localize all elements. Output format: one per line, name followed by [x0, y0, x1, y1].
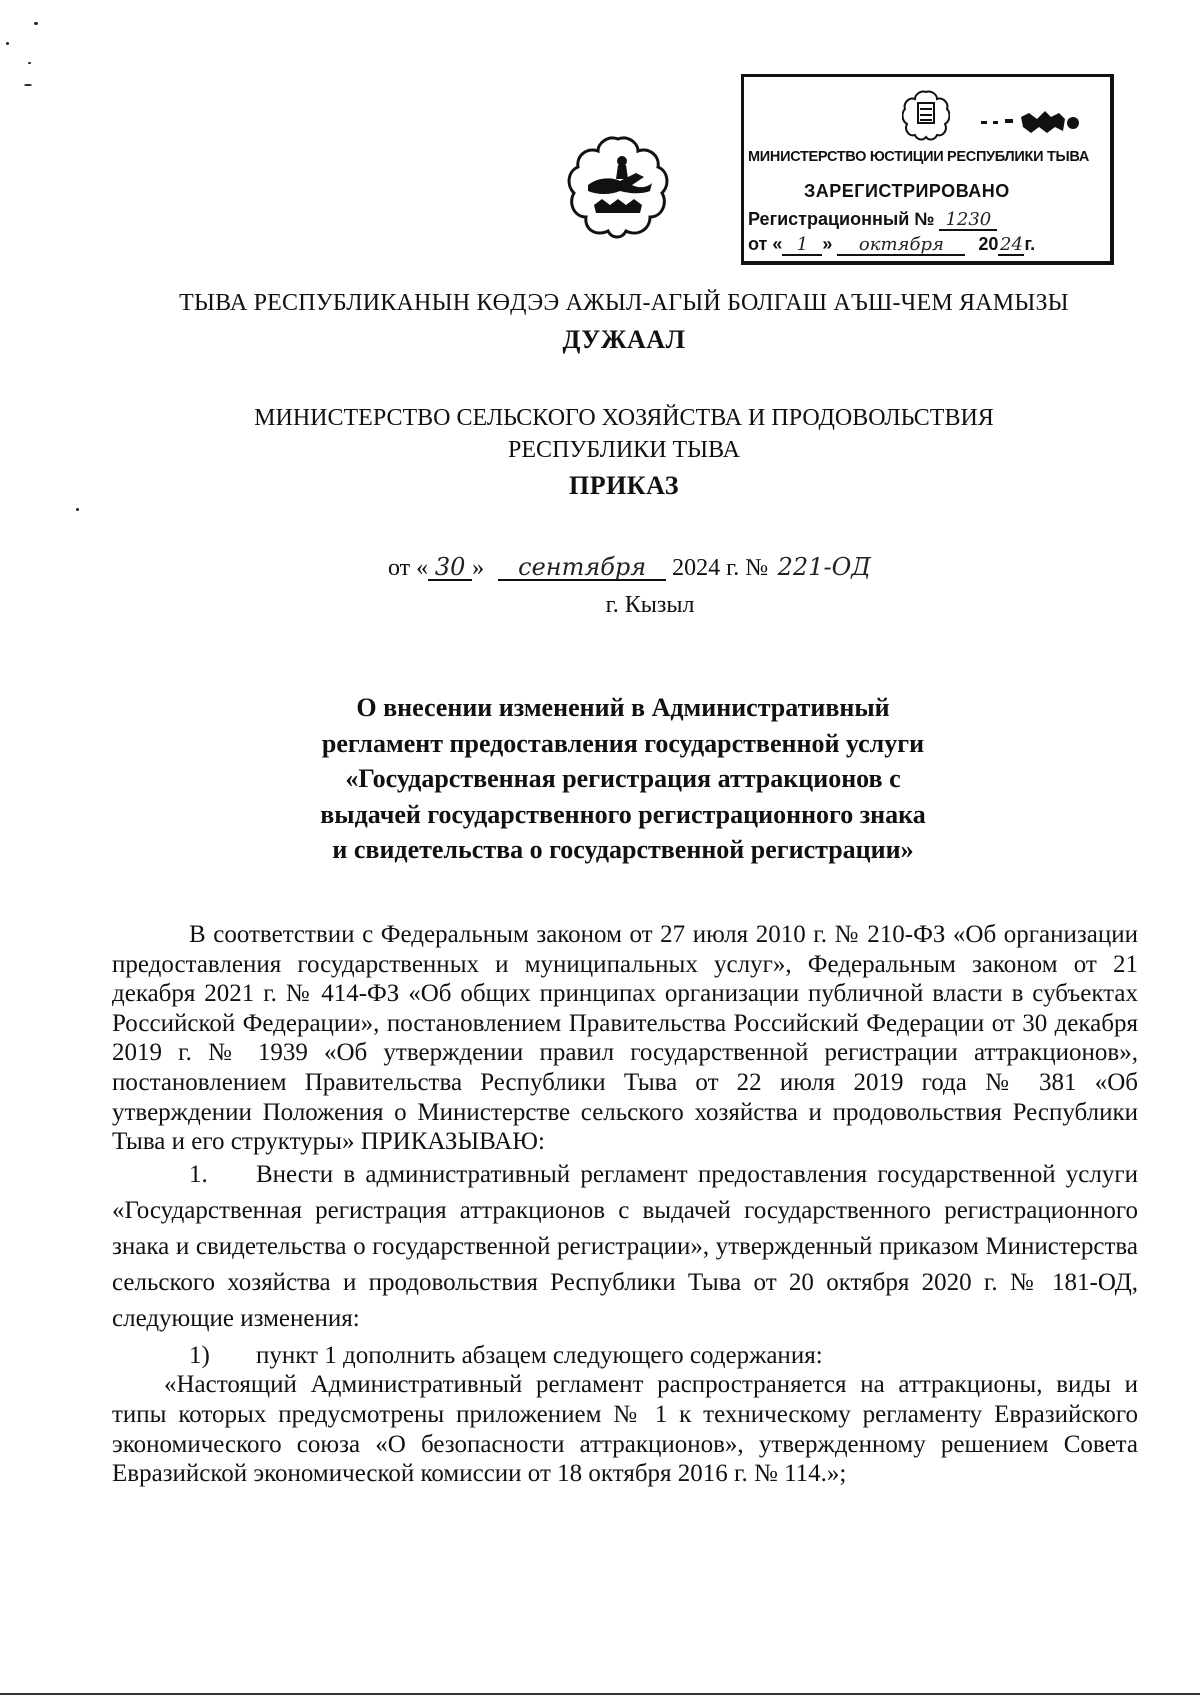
stamp-scribble-icon [979, 105, 1089, 141]
ministry-header [0, 402, 1200, 466]
quote-paragraph: «Настоящий Административный регламент распространяется на аттракционы, виды и типы которых предусмотрены приложением № 1 к техническому регламенту Евразийского экономического союза «О безопасности аттракционов», утвержденному решением Совета Евразийской экономической комиссии от 18 октября 2016 г. № 114.»; [112, 1371, 1138, 1488]
stamp-date-year-prefix: 20 [978, 234, 999, 254]
scan-speck [34, 22, 38, 25]
registration-stamp [741, 74, 1114, 265]
subitem-1-number: 1) [189, 1341, 210, 1369]
stamp-reg-number-value: 1230 [939, 211, 997, 231]
stamp-registered-label: ЗАРЕГИСТРИРОВАНО [804, 181, 1010, 201]
scan-bottom-edge [0, 1693, 1200, 1695]
order-city: г. Кызыл [605, 592, 695, 618]
subitem-1-paragraph [112, 1341, 1138, 1371]
order-title-line: «Государственная регистрация аттракционов с [345, 764, 901, 793]
order-title-line: и свидетельства о государственной регистрации» [332, 835, 914, 864]
stamp-date-prefix: от « [748, 234, 783, 254]
stamp-emblem-icon [902, 89, 950, 141]
stamp-date-day: 1 [782, 236, 822, 256]
order-year-text: 2024 г. № [672, 555, 769, 581]
doc-type: ПРИКАЗ [568, 471, 680, 500]
tuvan-doc-type: ДУЖААЛ [562, 325, 686, 354]
order-title-line: выдачей государственного регистрационного знака [320, 799, 926, 829]
tuva-emblem-icon [566, 133, 670, 241]
order-day: 30 [428, 555, 472, 581]
order-title-line: регламент предоставления государственной услуги [321, 728, 925, 758]
order-city-wrap [0, 592, 1200, 619]
order-title-line: О внесении изменений в Административный [356, 693, 890, 722]
subitem-1-text: пункт 1 дополнить абзацем следующего содержания: [256, 1341, 823, 1369]
scan-speck [6, 42, 9, 45]
order-month: сентября [498, 555, 666, 581]
order-number: 221-ОД [777, 553, 871, 581]
order-date-number [388, 555, 874, 582]
scan-speck [24, 84, 32, 86]
order-body [112, 920, 1138, 1489]
item-1-paragraph [112, 1157, 1138, 1337]
item-1-text: Внести в административный регламент предоставления государственной услуги «Государственная регистрация аттракционов с выдачей государственного регистрационного знака и свидетельства о государственной регистрации», утвержденный приказом Министерства сельского хозяйства и продовольствия Республики Тыва от 20 октября 2020 г. № 181-ОД, следующие изменения: [112, 1160, 1138, 1332]
order-title [240, 690, 1006, 868]
stamp-date-year-suffix: 24 [1000, 234, 1023, 255]
ministry-header-line1: МИНИСТЕРСТВО СЕЛЬСКОГО ХОЗЯЙСТВА И ПРОДОВОЛЬСТВИЯ [254, 405, 994, 431]
scan-speck [76, 508, 79, 511]
stamp-ministry-name: МИНИСТЕРСТВО ЮСТИЦИИ РЕСПУБЛИКИ ТЫВА [748, 149, 1090, 165]
order-date-prefix: от « [388, 555, 429, 581]
tuvan-ministry-header: ТЫВА РЕСПУБЛИКАНЫН КӨДЭЭ АЖЫЛ-АГЫЙ БОЛГАШ АЪШ-ЧЕМ ЯАМЫЗЫ [179, 290, 1069, 316]
scan-speck [28, 62, 31, 64]
order-day-close: » [472, 555, 485, 581]
item-1-number: 1. [189, 1160, 208, 1188]
ministry-header-line2: РЕСПУБЛИКИ ТЫВА [508, 437, 740, 463]
stamp-date-mid: » [822, 234, 833, 254]
stamp-reg-number [748, 209, 997, 231]
preamble-paragraph: В соответствии с Федеральным законом от 27 июля 2010 г. № 210-ФЗ «Об организации предоставления государственных и муниципальных услуг», Федеральным законом от 21 декабря 2021 г. № 414-ФЗ «Об общих принципах организации публичной власти в субъектах Российской Федерации», постановлением Правительства Российский Федерации от 30 декабря 2019 г. № 1939 «Об утверждении правил государственной регистрации аттракционов», постановлением Правительства Республики Тыва от 22 июля 2019 года № 381 «Об утверждении Положения о Министерстве сельского хозяйства и продовольствия Республики Тыва и его структуры» ПРИКАЗЫВАЮ: [112, 921, 1138, 1156]
stamp-date [748, 234, 1104, 256]
stamp-reg-number-label: Регистрационный № [748, 209, 935, 229]
stamp-date-month: октября [837, 236, 965, 256]
stamp-date-year-end: г. [1024, 234, 1036, 254]
